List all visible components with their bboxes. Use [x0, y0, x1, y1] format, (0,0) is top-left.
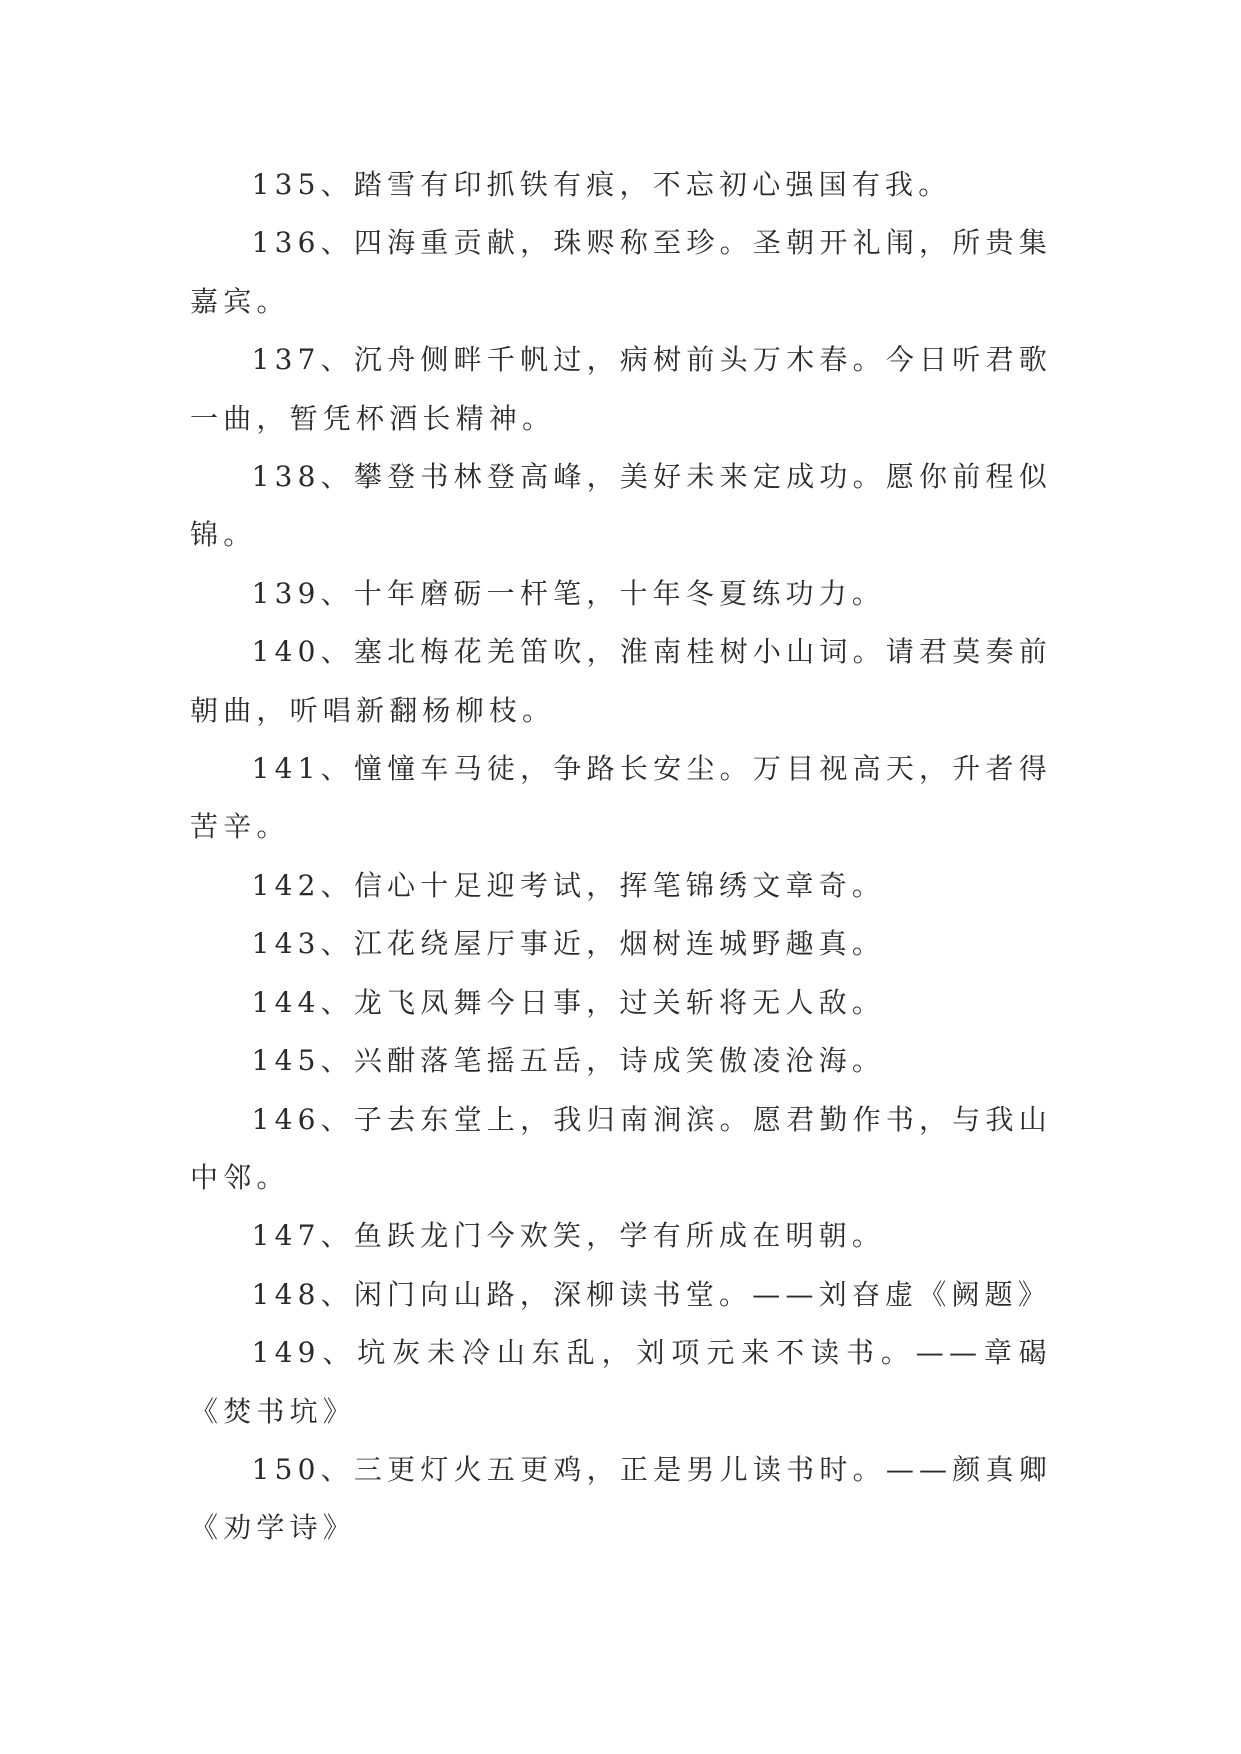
paragraph-149: 149、坑灰未冷山东乱，刘项元来不读书。——章碣《焚书坑》 [190, 1336, 1052, 1428]
paragraph-137: 137、沉舟侧畔千帆过，病树前头万木春。今日听君歌一曲，暂凭杯酒长精神。 [190, 343, 1052, 435]
paragraph-135: 135、踏雪有印抓铁有痕，不忘初心强国有我。 [251, 168, 952, 201]
paragraph-146: 146、子去东堂上，我归南涧滨。愿君勤作书，与我山中邻。 [190, 1102, 1052, 1194]
paragraph-147: 147、鱼跃龙门今欢笑，学有所成在明朝。 [251, 1219, 886, 1253]
paragraph-148: 148、闲门向山路，深柳读书堂。——刘昚虚《阙题》 [251, 1277, 1052, 1311]
paragraph-145: 145、兴酣落笔摇五岳，诗成笑傲凌沧海。 [251, 1044, 886, 1078]
paragraph-142: 142、信心十足迎考试，挥笔锦绣文章奇。 [251, 868, 886, 902]
paragraph-139: 139、十年磨砺一杆笔，十年冬夏练功力。 [251, 576, 886, 610]
paragraph-138: 138、攀登书林登高峰，美好未来定成功。愿你前程似锦。 [190, 460, 1052, 552]
paragraph-150: 150、三更灯火五更鸡，正是男儿读书时。——颜真卿《劝学诗》 [190, 1452, 1052, 1545]
paragraph-143: 143、江花绕屋厅事近，烟树连城野趣真。 [251, 927, 886, 961]
paragraph-136: 136、四海重贡献，珠赆称至珍。圣朝开礼闱，所贵集嘉宾。 [190, 226, 1052, 318]
paragraph-141: 141、憧憧车马徒，争路长安尘。万目视高天，升者得苦辛。 [190, 752, 1052, 844]
document-body [190, 156, 1052, 1558]
paragraph-140: 140、塞北梅花羌笛吹，淮南桂树小山词。请君莫奏前朝曲，听唱新翻杨柳枝。 [190, 635, 1052, 727]
paragraph-144: 144、龙飞凤舞今日事，过关斩将无人敌。 [251, 985, 886, 1019]
